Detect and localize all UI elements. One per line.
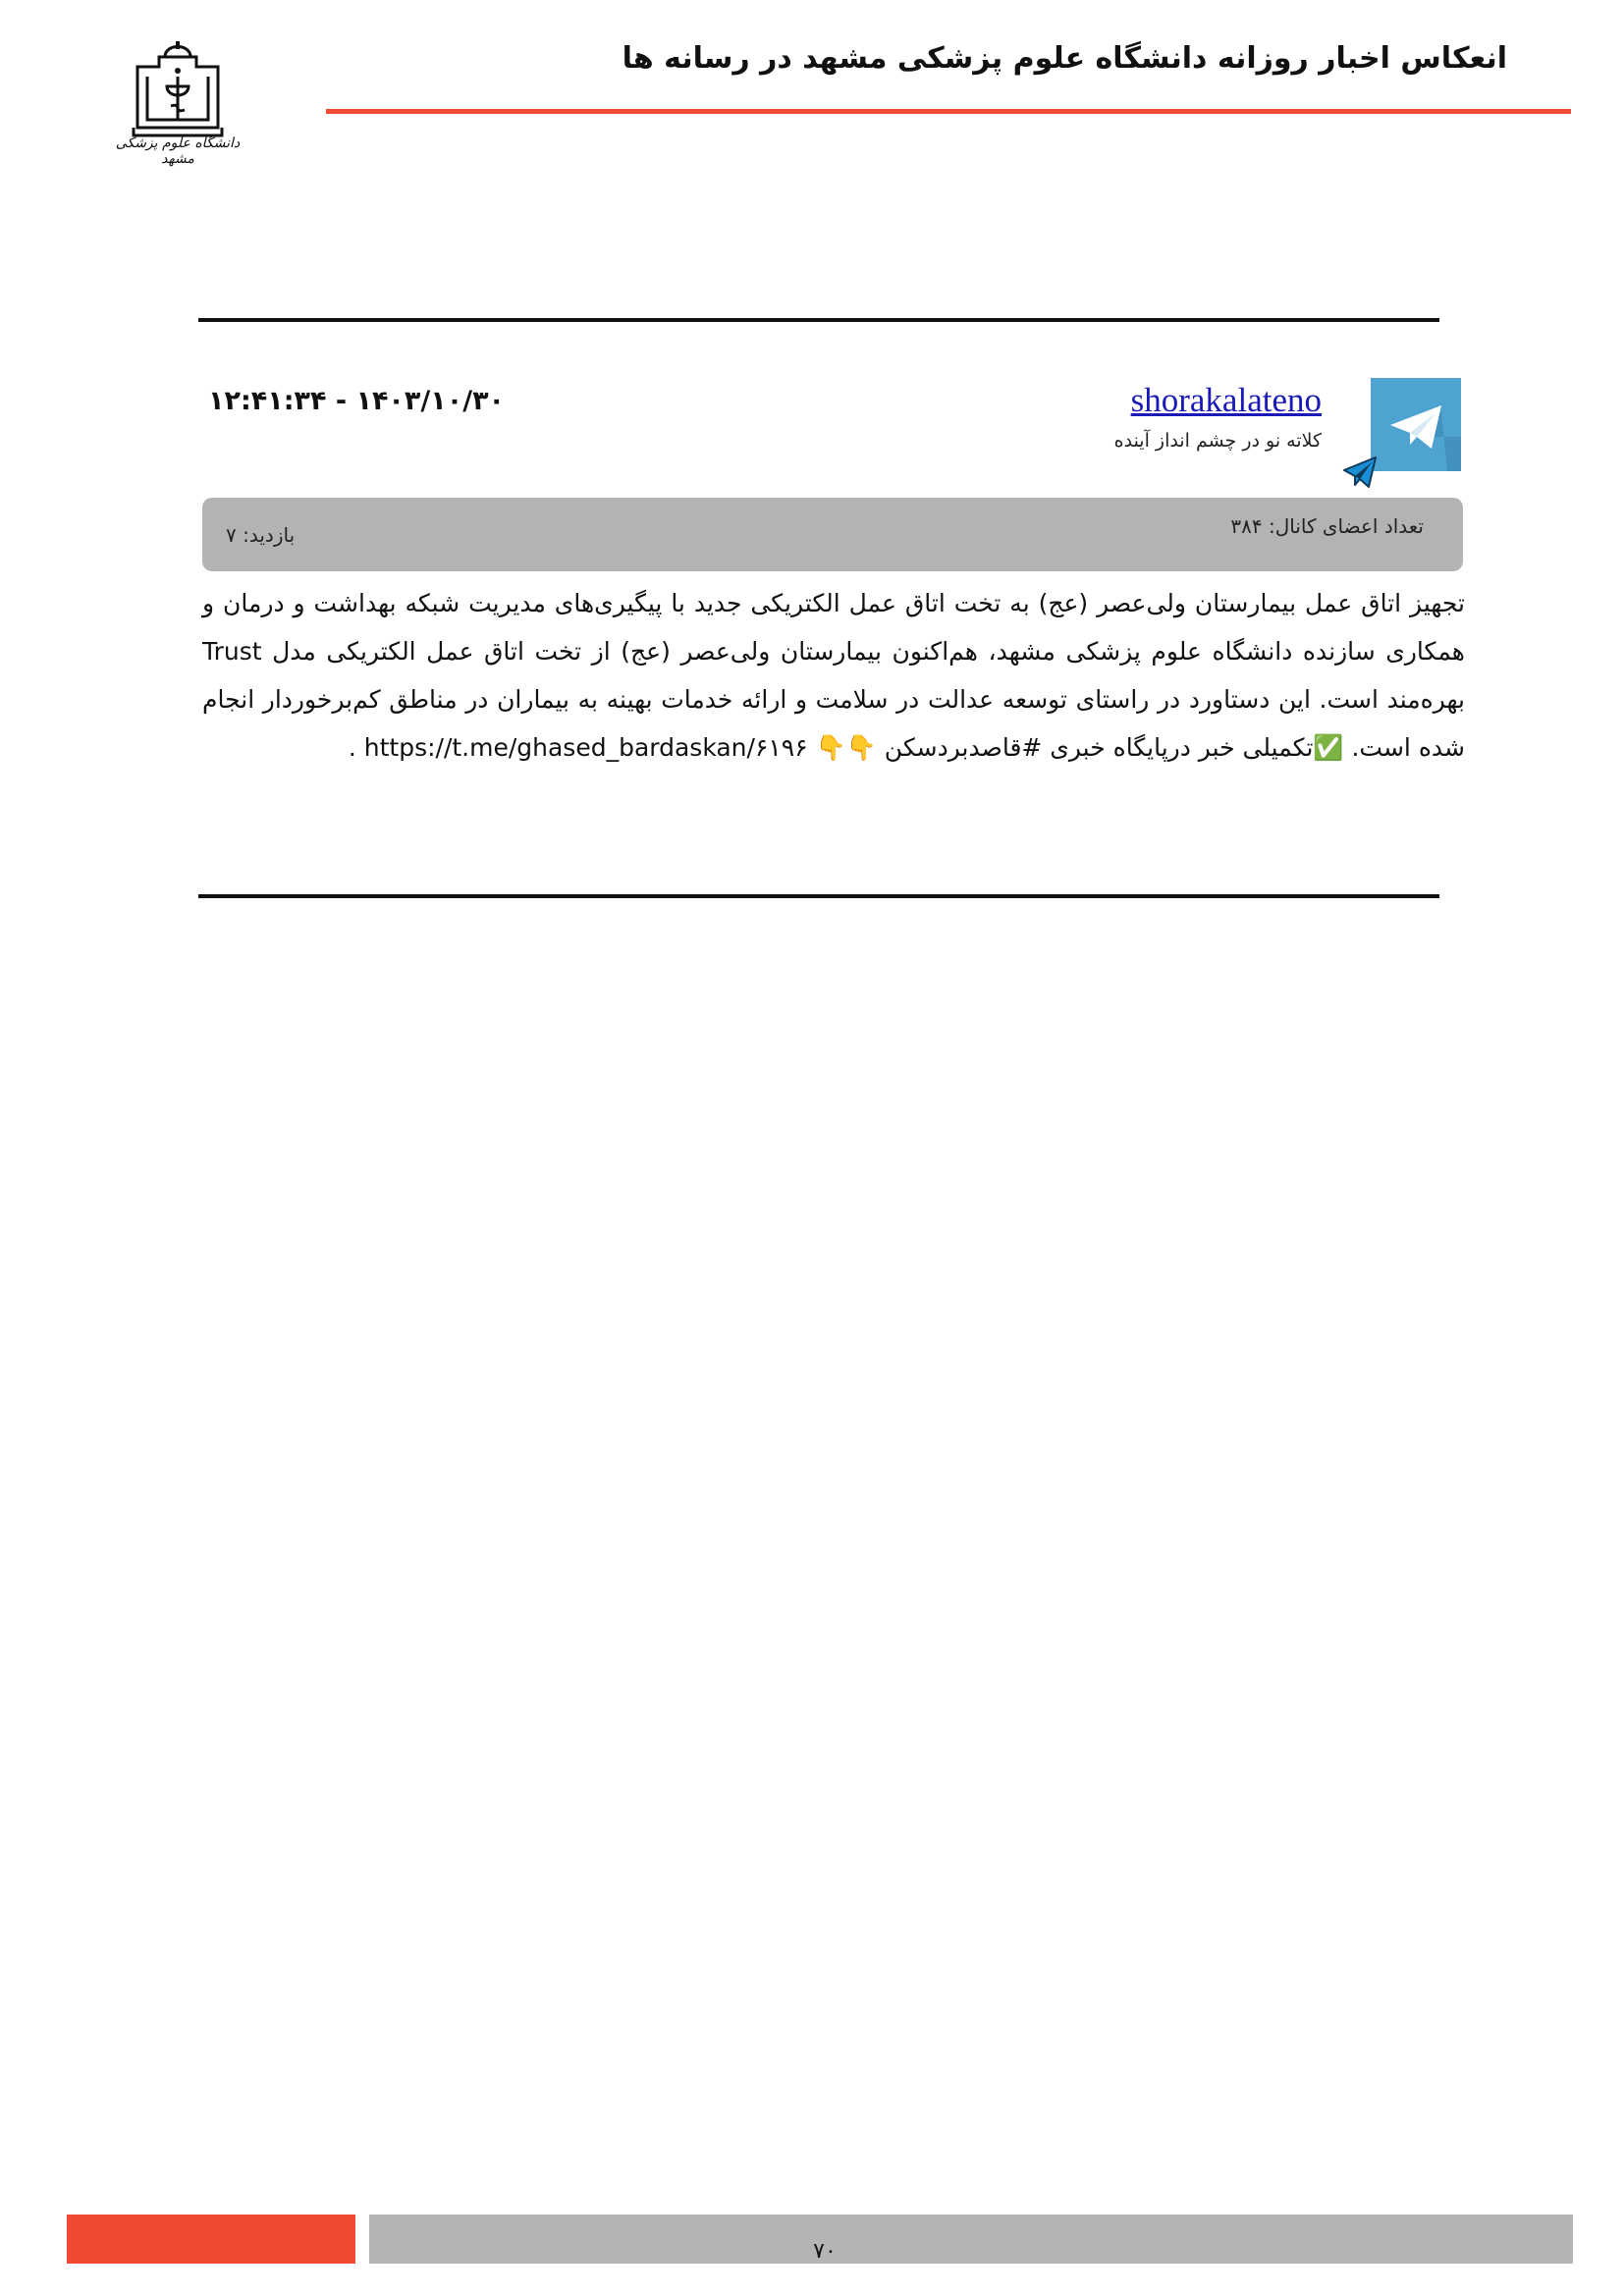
footer-accent-bar (67, 2215, 355, 2264)
logo-caption: دانشگاه علوم پزشکی مشهد (115, 135, 241, 167)
telegram-badge-icon (1342, 454, 1380, 490)
channel-members-count: تعداد اعضای کانال: ۳۸۴ (1230, 514, 1424, 538)
page-number: ۷۰ (813, 2239, 837, 2264)
section-divider-bottom (198, 894, 1439, 898)
channel-description: کلاته نو در چشم انداز آینده (1113, 430, 1322, 452)
section-divider-top (198, 318, 1439, 322)
channel-link[interactable]: shorakalateno (1130, 381, 1322, 419)
post-views-count (226, 523, 461, 547)
footer-bar (369, 2215, 1573, 2264)
channel-avatar[interactable] (1371, 378, 1461, 471)
page-title: انعکاس اخبار روزانه دانشگاه علوم پزشکی مشهد در رسانه ها (622, 41, 1507, 76)
header-divider (326, 109, 1571, 114)
post-date: ۱۲:۴۱:۳۴ - ۱۴۰۳/۱۰/۳۰ (208, 386, 506, 416)
telegram-icon (1371, 378, 1461, 471)
post-body: تجهیز اتاق عمل بیمارستان ولی‌عصر (عج) به تخت اتاق عمل الکتریکی جدید با پیگیری‌های مدیریت شبکه بهداشت و درمان و همکاری سازنده دانشگاه علوم پزشکی مشهد، هم‌اکنون بیمارستان ولی‌عصر (عج) از تخت اتاق عمل الکتریکی مدل Trust بهره‌مند است. این دستاورد در راستای توسعه عدالت در سلامت و ارائه خدمات بهینه به بیماران در مناطق کم‌برخوردار انجام شده است. ✅تکمیلی خبر درپایگاه خبری #قاصدبردسکن 👇👇 https://t.me/ghased_bardaskan/۶۱۹۶ . (202, 589, 1465, 762)
views-label: بازدید: ۷ (226, 523, 296, 547)
